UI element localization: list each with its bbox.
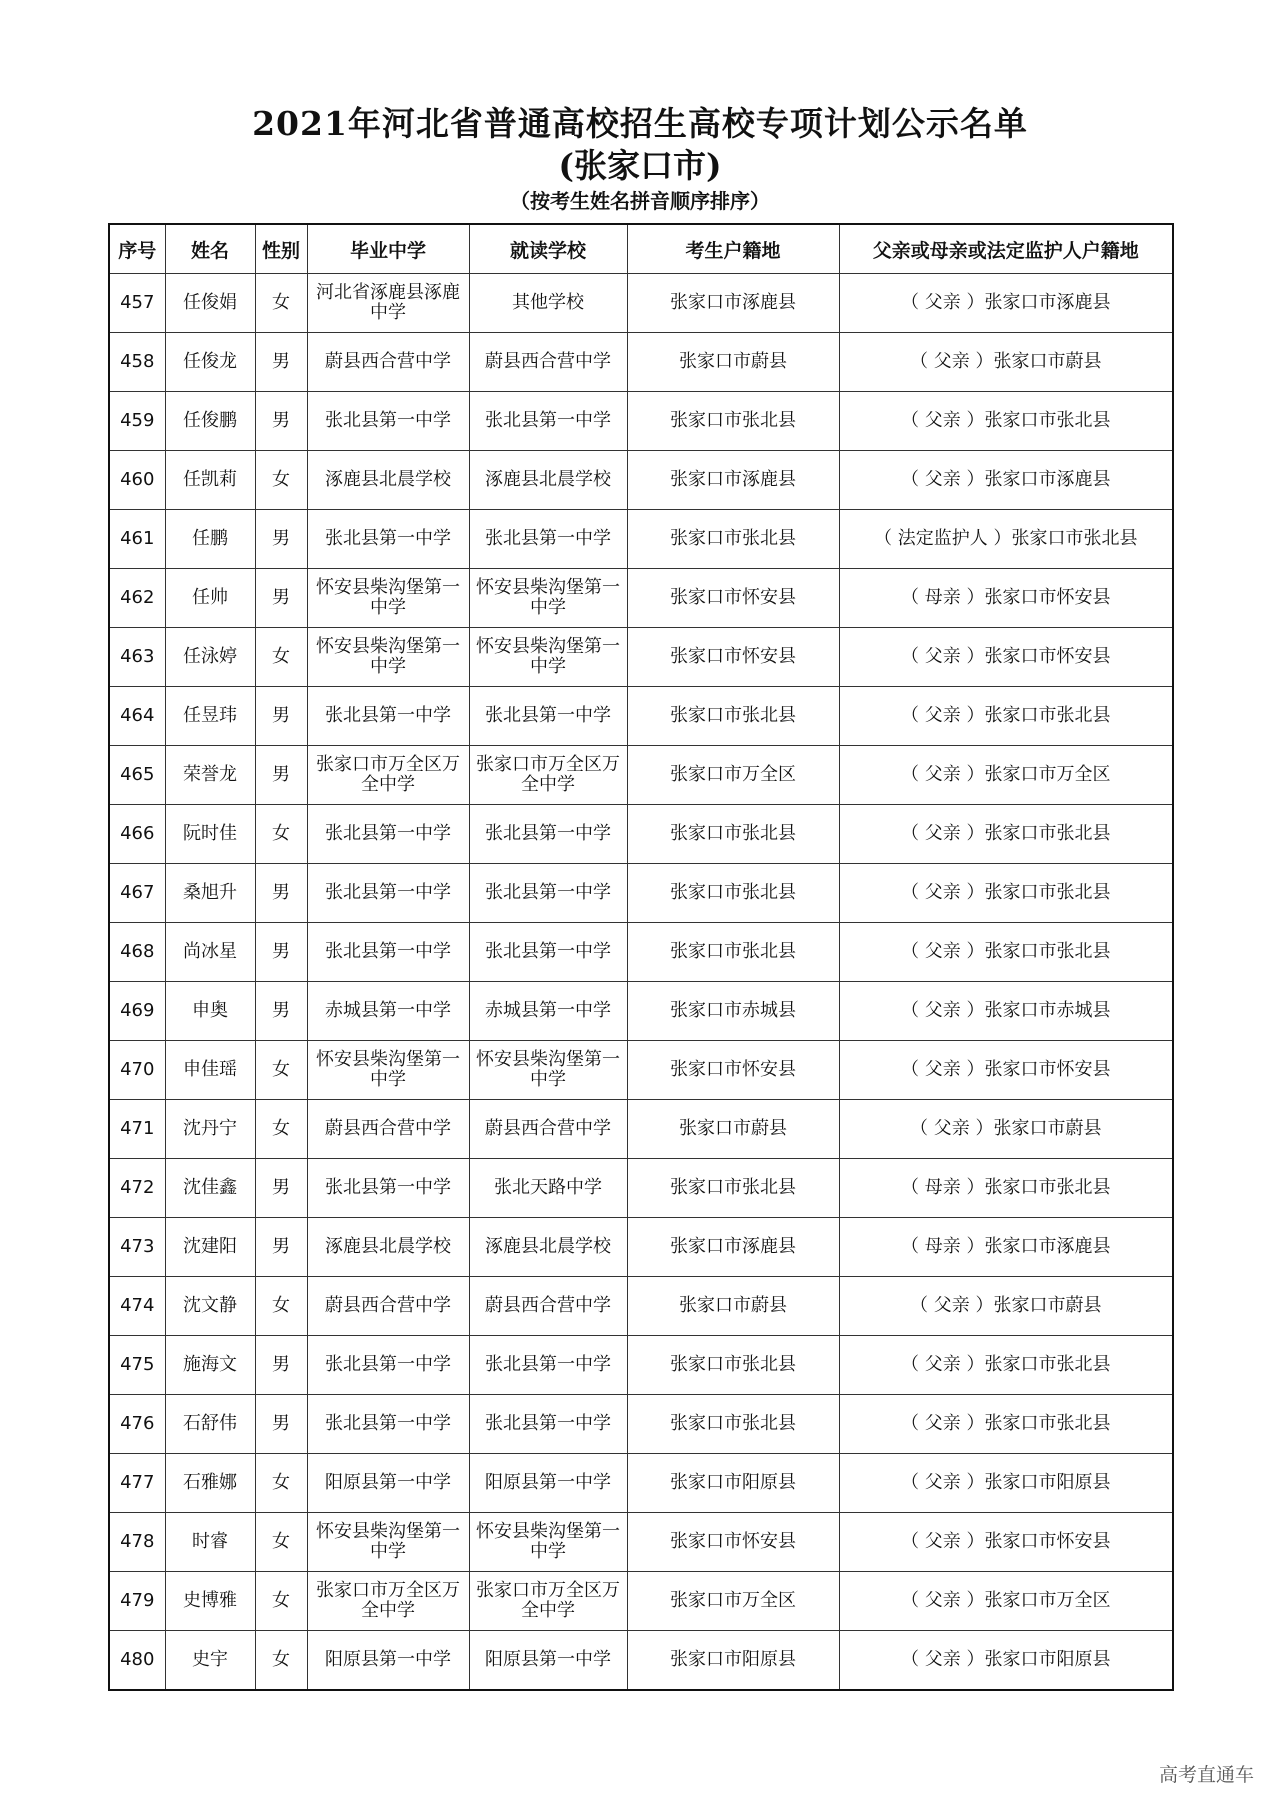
table-row bbox=[109, 1041, 1173, 1100]
cell-graduated-school: 赤城县第一中学 bbox=[307, 982, 469, 1041]
cell-gender: 男 bbox=[255, 864, 307, 923]
cell-student-domicile: 张家口市涿鹿县 bbox=[627, 274, 839, 333]
cell-current-school: 阳原县第一中学 bbox=[469, 1454, 627, 1513]
cell-graduated-school: 张家口市万全区万全中学 bbox=[307, 1572, 469, 1631]
cell-student-domicile: 张家口市怀安县 bbox=[627, 569, 839, 628]
cell-gender: 男 bbox=[255, 510, 307, 569]
cell-name: 任昱玮 bbox=[165, 687, 255, 746]
cell-student-domicile: 张家口市万全区 bbox=[627, 1572, 839, 1631]
cell-guardian-domicile: （ 父亲 ）张家口市张北县 bbox=[839, 1336, 1173, 1395]
document-title: 2021年河北省普通高校招生高校专项计划公示名单 bbox=[252, 104, 1028, 143]
cell-gender: 男 bbox=[255, 923, 307, 982]
cell-name: 任凯莉 bbox=[165, 451, 255, 510]
table-row bbox=[109, 746, 1173, 805]
cell-graduated-school: 阳原县第一中学 bbox=[307, 1631, 469, 1691]
cell-gender: 男 bbox=[255, 569, 307, 628]
cell-guardian-domicile: （ 母亲 ）张家口市怀安县 bbox=[839, 569, 1173, 628]
cell-student-domicile: 张家口市怀安县 bbox=[627, 1513, 839, 1572]
cell-student-domicile: 张家口市怀安县 bbox=[627, 1041, 839, 1100]
cell-guardian-domicile: （ 父亲 ）张家口市怀安县 bbox=[839, 628, 1173, 687]
cell-current-school: 蔚县西合营中学 bbox=[469, 1277, 627, 1336]
cell-seq: 469 bbox=[109, 982, 165, 1041]
cell-seq: 475 bbox=[109, 1336, 165, 1395]
cell-student-domicile: 张家口市张北县 bbox=[627, 805, 839, 864]
cell-guardian-domicile: （ 父亲 ）张家口市张北县 bbox=[839, 805, 1173, 864]
cell-student-domicile: 张家口市蔚县 bbox=[627, 1277, 839, 1336]
cell-gender: 女 bbox=[255, 1100, 307, 1159]
cell-seq: 460 bbox=[109, 451, 165, 510]
cell-seq: 472 bbox=[109, 1159, 165, 1218]
table-body bbox=[109, 274, 1173, 1691]
cell-gender: 男 bbox=[255, 746, 307, 805]
cell-name: 任俊娟 bbox=[165, 274, 255, 333]
cell-seq: 464 bbox=[109, 687, 165, 746]
table-row bbox=[109, 1159, 1173, 1218]
cell-guardian-domicile: （ 父亲 ）张家口市张北县 bbox=[839, 687, 1173, 746]
cell-name: 任帅 bbox=[165, 569, 255, 628]
cell-seq: 477 bbox=[109, 1454, 165, 1513]
cell-student-domicile: 张家口市张北县 bbox=[627, 1336, 839, 1395]
cell-graduated-school: 怀安县柴沟堡第一中学 bbox=[307, 1041, 469, 1100]
cell-current-school: 阳原县第一中学 bbox=[469, 1631, 627, 1691]
header-seq: 序号 bbox=[109, 224, 165, 274]
cell-graduated-school: 张北县第一中学 bbox=[307, 392, 469, 451]
table-row bbox=[109, 451, 1173, 510]
cell-guardian-domicile: （ 父亲 ）张家口市阳原县 bbox=[839, 1454, 1173, 1513]
cell-seq: 465 bbox=[109, 746, 165, 805]
cell-student-domicile: 张家口市蔚县 bbox=[627, 1100, 839, 1159]
cell-current-school: 张北县第一中学 bbox=[469, 805, 627, 864]
cell-current-school: 张北县第一中学 bbox=[469, 1336, 627, 1395]
cell-gender: 男 bbox=[255, 1395, 307, 1454]
cell-current-school: 蔚县西合营中学 bbox=[469, 1100, 627, 1159]
cell-graduated-school: 张北县第一中学 bbox=[307, 805, 469, 864]
header-name: 姓名 bbox=[165, 224, 255, 274]
cell-graduated-school: 张北县第一中学 bbox=[307, 1336, 469, 1395]
cell-graduated-school: 张北县第一中学 bbox=[307, 1159, 469, 1218]
cell-current-school: 怀安县柴沟堡第一中学 bbox=[469, 1513, 627, 1572]
cell-guardian-domicile: （ 父亲 ）张家口市万全区 bbox=[839, 1572, 1173, 1631]
cell-graduated-school: 怀安县柴沟堡第一中学 bbox=[307, 569, 469, 628]
cell-seq: 467 bbox=[109, 864, 165, 923]
cell-graduated-school: 张北县第一中学 bbox=[307, 510, 469, 569]
cell-graduated-school: 张北县第一中学 bbox=[307, 687, 469, 746]
cell-guardian-domicile: （ 父亲 ）张家口市张北县 bbox=[839, 864, 1173, 923]
cell-gender: 女 bbox=[255, 1631, 307, 1691]
cell-gender: 男 bbox=[255, 1218, 307, 1277]
sort-note: （按考生姓名拼音顺序排序） bbox=[510, 189, 770, 213]
cell-guardian-domicile: （ 法定监护人 ）张家口市张北县 bbox=[839, 510, 1173, 569]
cell-name: 任泳婷 bbox=[165, 628, 255, 687]
table-header-row bbox=[109, 224, 1173, 274]
cell-guardian-domicile: （ 父亲 ）张家口市蔚县 bbox=[839, 1277, 1173, 1336]
table-row bbox=[109, 1100, 1173, 1159]
cell-seq: 478 bbox=[109, 1513, 165, 1572]
cell-seq: 470 bbox=[109, 1041, 165, 1100]
cell-graduated-school: 蔚县西合营中学 bbox=[307, 1100, 469, 1159]
cell-seq: 473 bbox=[109, 1218, 165, 1277]
table-row bbox=[109, 923, 1173, 982]
cell-current-school: 张北县第一中学 bbox=[469, 510, 627, 569]
cell-name: 阮时佳 bbox=[165, 805, 255, 864]
table-row bbox=[109, 1218, 1173, 1277]
cell-student-domicile: 张家口市张北县 bbox=[627, 510, 839, 569]
cell-gender: 男 bbox=[255, 333, 307, 392]
cell-graduated-school: 河北省涿鹿县涿鹿中学 bbox=[307, 274, 469, 333]
cell-guardian-domicile: （ 父亲 ）张家口市张北县 bbox=[839, 1395, 1173, 1454]
cell-name: 荣誉龙 bbox=[165, 746, 255, 805]
cell-seq: 468 bbox=[109, 923, 165, 982]
cell-seq: 458 bbox=[109, 333, 165, 392]
cell-guardian-domicile: （ 父亲 ）张家口市怀安县 bbox=[839, 1513, 1173, 1572]
cell-current-school: 张北县第一中学 bbox=[469, 923, 627, 982]
header-student-domicile: 考生户籍地 bbox=[627, 224, 839, 274]
cell-current-school: 张家口市万全区万全中学 bbox=[469, 1572, 627, 1631]
cell-guardian-domicile: （ 父亲 ）张家口市涿鹿县 bbox=[839, 274, 1173, 333]
cell-gender: 女 bbox=[255, 1277, 307, 1336]
table-row bbox=[109, 333, 1173, 392]
cell-graduated-school: 张北县第一中学 bbox=[307, 1395, 469, 1454]
table-row bbox=[109, 1513, 1173, 1572]
cell-seq: 466 bbox=[109, 805, 165, 864]
cell-current-school: 张家口市万全区万全中学 bbox=[469, 746, 627, 805]
cell-student-domicile: 张家口市张北县 bbox=[627, 1395, 839, 1454]
cell-current-school: 怀安县柴沟堡第一中学 bbox=[469, 628, 627, 687]
cell-seq: 462 bbox=[109, 569, 165, 628]
cell-gender: 男 bbox=[255, 1336, 307, 1395]
cell-name: 沈建阳 bbox=[165, 1218, 255, 1277]
cell-guardian-domicile: （ 父亲 ）张家口市张北县 bbox=[839, 392, 1173, 451]
cell-seq: 479 bbox=[109, 1572, 165, 1631]
table-row bbox=[109, 1395, 1173, 1454]
cell-graduated-school: 涿鹿县北晨学校 bbox=[307, 1218, 469, 1277]
cell-seq: 480 bbox=[109, 1631, 165, 1691]
cell-name: 沈佳鑫 bbox=[165, 1159, 255, 1218]
cell-student-domicile: 张家口市涿鹿县 bbox=[627, 1218, 839, 1277]
cell-graduated-school: 蔚县西合营中学 bbox=[307, 1277, 469, 1336]
cell-seq: 461 bbox=[109, 510, 165, 569]
cell-current-school: 赤城县第一中学 bbox=[469, 982, 627, 1041]
cell-current-school: 涿鹿县北晨学校 bbox=[469, 1218, 627, 1277]
table-row bbox=[109, 628, 1173, 687]
cell-student-domicile: 张家口市万全区 bbox=[627, 746, 839, 805]
table-row bbox=[109, 510, 1173, 569]
cell-name: 申佳瑶 bbox=[165, 1041, 255, 1100]
cell-current-school: 怀安县柴沟堡第一中学 bbox=[469, 1041, 627, 1100]
cell-gender: 女 bbox=[255, 274, 307, 333]
cell-gender: 女 bbox=[255, 1572, 307, 1631]
cell-gender: 男 bbox=[255, 1159, 307, 1218]
cell-current-school: 怀安县柴沟堡第一中学 bbox=[469, 569, 627, 628]
cell-seq: 474 bbox=[109, 1277, 165, 1336]
header-gender: 性别 bbox=[255, 224, 307, 274]
table-row bbox=[109, 392, 1173, 451]
table-row bbox=[109, 805, 1173, 864]
cell-graduated-school: 怀安县柴沟堡第一中学 bbox=[307, 628, 469, 687]
table-row bbox=[109, 687, 1173, 746]
cell-seq: 463 bbox=[109, 628, 165, 687]
cell-student-domicile: 张家口市怀安县 bbox=[627, 628, 839, 687]
cell-gender: 女 bbox=[255, 1041, 307, 1100]
cell-graduated-school: 蔚县西合营中学 bbox=[307, 333, 469, 392]
header-graduated-school: 毕业中学 bbox=[307, 224, 469, 274]
cell-graduated-school: 涿鹿县北晨学校 bbox=[307, 451, 469, 510]
cell-gender: 男 bbox=[255, 687, 307, 746]
cell-name: 沈文静 bbox=[165, 1277, 255, 1336]
table-row bbox=[109, 1336, 1173, 1395]
table-row bbox=[109, 1631, 1173, 1691]
cell-name: 石舒伟 bbox=[165, 1395, 255, 1454]
cell-name: 任俊鹏 bbox=[165, 392, 255, 451]
cell-current-school: 张北县第一中学 bbox=[469, 392, 627, 451]
cell-name: 尚冰星 bbox=[165, 923, 255, 982]
cell-current-school: 张北县第一中学 bbox=[469, 1395, 627, 1454]
cell-guardian-domicile: （ 父亲 ）张家口市万全区 bbox=[839, 746, 1173, 805]
cell-guardian-domicile: （ 父亲 ）张家口市涿鹿县 bbox=[839, 451, 1173, 510]
cell-gender: 女 bbox=[255, 805, 307, 864]
cell-guardian-domicile: （ 父亲 ）张家口市怀安县 bbox=[839, 1041, 1173, 1100]
cell-guardian-domicile: （ 母亲 ）张家口市张北县 bbox=[839, 1159, 1173, 1218]
cell-student-domicile: 张家口市赤城县 bbox=[627, 982, 839, 1041]
cell-current-school: 涿鹿县北晨学校 bbox=[469, 451, 627, 510]
cell-graduated-school: 张家口市万全区万全中学 bbox=[307, 746, 469, 805]
cell-guardian-domicile: （ 父亲 ）张家口市阳原县 bbox=[839, 1631, 1173, 1691]
roster-table bbox=[108, 223, 1174, 1691]
table-row bbox=[109, 1277, 1173, 1336]
cell-graduated-school: 怀安县柴沟堡第一中学 bbox=[307, 1513, 469, 1572]
table-row bbox=[109, 1572, 1173, 1631]
cell-student-domicile: 张家口市阳原县 bbox=[627, 1631, 839, 1691]
cell-name: 史博雅 bbox=[165, 1572, 255, 1631]
cell-name: 施海文 bbox=[165, 1336, 255, 1395]
cell-student-domicile: 张家口市张北县 bbox=[627, 1159, 839, 1218]
cell-seq: 457 bbox=[109, 274, 165, 333]
cell-student-domicile: 张家口市张北县 bbox=[627, 923, 839, 982]
cell-student-domicile: 张家口市张北县 bbox=[627, 864, 839, 923]
cell-current-school: 张北县第一中学 bbox=[469, 687, 627, 746]
cell-name: 石雅娜 bbox=[165, 1454, 255, 1513]
watermark: 高考直通车 bbox=[1158, 1764, 1254, 1786]
cell-guardian-domicile: （ 母亲 ）张家口市涿鹿县 bbox=[839, 1218, 1173, 1277]
cell-current-school: 张北县第一中学 bbox=[469, 864, 627, 923]
header-guardian-domicile: 父亲或母亲或法定监护人户籍地 bbox=[839, 224, 1173, 274]
cell-name: 申奥 bbox=[165, 982, 255, 1041]
cell-name: 任俊龙 bbox=[165, 333, 255, 392]
table-row bbox=[109, 1454, 1173, 1513]
cell-name: 沈丹宁 bbox=[165, 1100, 255, 1159]
cell-guardian-domicile: （ 父亲 ）张家口市赤城县 bbox=[839, 982, 1173, 1041]
cell-gender: 女 bbox=[255, 1454, 307, 1513]
cell-name: 任鹏 bbox=[165, 510, 255, 569]
cell-seq: 471 bbox=[109, 1100, 165, 1159]
cell-guardian-domicile: （ 父亲 ）张家口市蔚县 bbox=[839, 333, 1173, 392]
cell-gender: 女 bbox=[255, 628, 307, 687]
cell-seq: 476 bbox=[109, 1395, 165, 1454]
cell-name: 桑旭升 bbox=[165, 864, 255, 923]
cell-name: 史宇 bbox=[165, 1631, 255, 1691]
cell-gender: 女 bbox=[255, 451, 307, 510]
cell-seq: 459 bbox=[109, 392, 165, 451]
table-row bbox=[109, 864, 1173, 923]
cell-gender: 男 bbox=[255, 982, 307, 1041]
cell-current-school: 张北天路中学 bbox=[469, 1159, 627, 1218]
table-row bbox=[109, 274, 1173, 333]
cell-name: 时睿 bbox=[165, 1513, 255, 1572]
cell-current-school: 其他学校 bbox=[469, 274, 627, 333]
cell-student-domicile: 张家口市张北县 bbox=[627, 392, 839, 451]
document-subtitle: (张家口市) bbox=[558, 146, 722, 185]
cell-graduated-school: 张北县第一中学 bbox=[307, 864, 469, 923]
header-current-school: 就读学校 bbox=[469, 224, 627, 274]
cell-current-school: 蔚县西合营中学 bbox=[469, 333, 627, 392]
cell-gender: 女 bbox=[255, 1513, 307, 1572]
cell-guardian-domicile: （ 父亲 ）张家口市张北县 bbox=[839, 923, 1173, 982]
cell-gender: 男 bbox=[255, 392, 307, 451]
table-row bbox=[109, 569, 1173, 628]
table-row bbox=[109, 982, 1173, 1041]
cell-student-domicile: 张家口市涿鹿县 bbox=[627, 451, 839, 510]
cell-student-domicile: 张家口市阳原县 bbox=[627, 1454, 839, 1513]
cell-guardian-domicile: （ 父亲 ）张家口市蔚县 bbox=[839, 1100, 1173, 1159]
cell-graduated-school: 阳原县第一中学 bbox=[307, 1454, 469, 1513]
cell-graduated-school: 张北县第一中学 bbox=[307, 923, 469, 982]
cell-student-domicile: 张家口市张北县 bbox=[627, 687, 839, 746]
cell-student-domicile: 张家口市蔚县 bbox=[627, 333, 839, 392]
